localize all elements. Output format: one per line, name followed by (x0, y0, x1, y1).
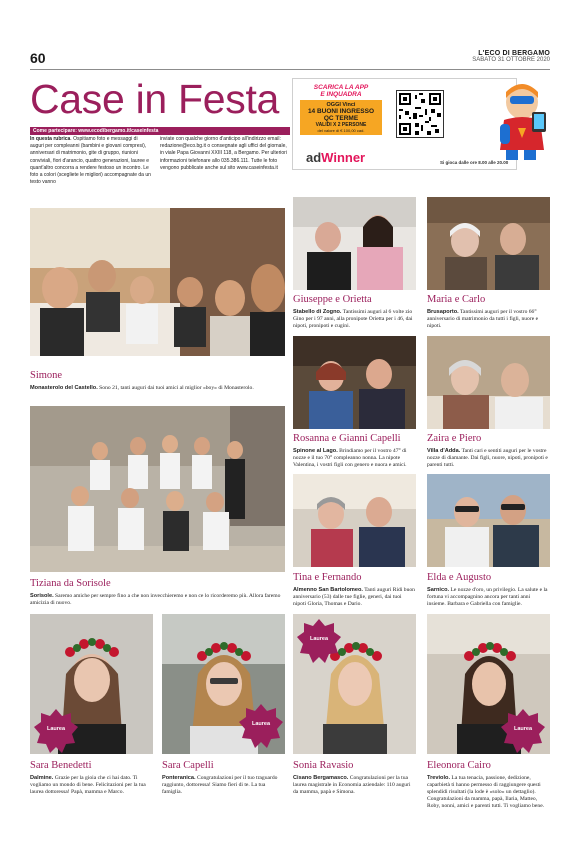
entry-caption (162, 775, 285, 796)
ad-offer (300, 84, 382, 142)
intro-column-2: inviate con qualche giorno d'anticipo all'indirizzo email: redazione@eco.bg.it o consegnate agli uffici del giornale, in viale Papa Giovanni XXIII 118, a Bergamo. Per ulteriori informazioni telefonare allo 035.386.111. Tutte le foto vengono pubblicate anche sul sito www.caseinfesta.it (160, 136, 287, 171)
entry-caption (293, 309, 416, 330)
entry-name: Maria e Carlo (427, 294, 486, 305)
entry-name: Rosanna e Gianni Capelli (293, 433, 401, 444)
laurea-badge (296, 618, 342, 664)
laurea-badge (33, 708, 79, 754)
intro-heading[interactable]: Come partecipare: www.ecodibergamo.it/caseinfesta (30, 127, 290, 135)
entry-text: La tua tenacia, passione, dedizione, caparbietà ti hanno permesso di raggiungere questi splendidi risultati (la lode è «solo» un dettaglio). Congratulazioni da mamma, papà, Ilaria, Matteo, Roby, nonni, amici e parenti tutti. Ti vogliamo bene. (427, 775, 545, 809)
entry-text: Le nozze d'oro, un privilegio. La salute e la fortuna vi accompagnino ancora per tanti anni insieme. Barbara e Gabriella con famiglie. (427, 587, 548, 607)
entry-place: Spinone al Lago. (293, 448, 338, 454)
photo-maria-carlo (427, 197, 550, 290)
entry-text: Tanti cari e sentiti auguri per le vostre nozze di diamante. Dai figli, nuore, nipoti, pronipoti e parenti tutti. (427, 448, 548, 468)
ad-venue: QC TERME (323, 115, 359, 122)
entry-text: Congratulazioni per il tuo traguardo raggiunto, dottoressa! Siamo fieri di te. La tua famiglia. (162, 775, 278, 795)
intro-text-1: . Ospitiamo foto e messaggi di auguri per compleanni (bambini e giovani compresi), anniversari di matrimonio, gite di gruppo, riunioni conviviali, fiori d'arancio, quattro generazioni, lauree e quant'altro concorra a rendere festoso un incontro. Le foto a colori (scegliete le migliori) accompagnate da un testo vanno (30, 136, 151, 186)
photo-simone (30, 208, 285, 356)
laurea-badge (238, 703, 284, 749)
entry-name: Sara Benedetti (30, 760, 92, 771)
entry-caption (293, 775, 416, 796)
entry-text: Tantissimi auguri al 6 volte zio Gino per i 97 anni, alla pronipote Orietta per i 46, dai nipoti, pronipoti e cugini. (293, 309, 413, 329)
page-number: 60 (30, 50, 46, 66)
entry-place: Monasterolo del Castello. (30, 385, 98, 391)
entry-text: Tanti auguri Ridi buon anniversario (53) dalle tue figlie, generi, dai tuoi nipoti Gloria, Thomas e Dario. (293, 587, 415, 607)
photo-giuseppe-orietta (293, 197, 416, 290)
intro-column-1 (30, 136, 152, 186)
photo-rosanna-gianni (293, 336, 416, 429)
entry-place: Villa d'Adda. (427, 448, 461, 454)
entry-place: Stabello di Zogno. (293, 309, 342, 315)
entry-caption (427, 309, 550, 330)
ad-today: OGGI Vinci (326, 102, 356, 108)
entry-place: Sarnico. (427, 587, 450, 593)
ad-brand-a: ad (306, 150, 322, 165)
ad-scan-line: E INQUADRA (320, 91, 362, 98)
photo-tiziana (30, 406, 285, 572)
entry-caption (293, 587, 416, 608)
entry-name: Simone (30, 370, 63, 381)
masthead (472, 50, 550, 63)
entry-text: Congratulazioni per la tua laurea magistrale in Economia aziendale: 110 auguri da mamma, papà e Simona. (293, 775, 411, 795)
entry-name: Giuseppe e Orietta (293, 294, 372, 305)
intro-lead: In questa rubrica (30, 136, 71, 142)
entry-name: Elda e Augusto (427, 572, 492, 583)
entry-caption (30, 385, 280, 392)
entry-place: Cisano Bergamasco. (293, 775, 349, 781)
badge-label: Laurea (251, 721, 271, 727)
entry-text: Tantissimi auguri per il vostro 66° anniversario di matrimonio da tutti i figli, nuore e nipoti. (427, 309, 539, 329)
qr-code-icon[interactable] (396, 90, 444, 138)
section-title: Case in Festa (30, 76, 280, 122)
ad-valid: VALIDI X 2 PERSONE (315, 122, 367, 128)
entry-place: Ponteranica. (162, 775, 196, 781)
photo-elda-augusto (427, 474, 550, 567)
entry-place: Dalmine. (30, 775, 54, 781)
entry-text: Saremo amiche per sempre fino a che non invecchieremo e non ce lo ricorderemo più. Allora faremo amicizia di nuovo. (30, 593, 281, 606)
ad-footer: Si gioca dalle ore 8.00 alle 20.00 (440, 160, 509, 165)
entry-caption (293, 448, 416, 469)
entry-name: Tina e Fernando (293, 572, 362, 583)
photo-zaira-piero (427, 336, 550, 429)
badge-label: Laurea (309, 636, 329, 642)
entry-caption (30, 775, 153, 796)
entry-place: Almenno San Bartolomeo. (293, 587, 363, 593)
entry-name: Eleonora Cairo (427, 760, 491, 771)
ad-brand-b: Winner (321, 150, 366, 165)
entry-name: Sonia Ravasio (293, 760, 354, 771)
adwinner-logo (306, 150, 365, 165)
badge-label: Laurea (46, 726, 66, 732)
entry-place: Brusaporto. (427, 309, 459, 315)
entry-place: Sorisole. (30, 593, 54, 599)
entry-text: Brindiamo per il vostro 47° di nozze e il tuo 70° compleanno nonna. La nipote Valentina, i vostri figli con genero e nuora e amici. (293, 448, 407, 468)
advertisement[interactable] (292, 78, 550, 170)
entry-name: Sara Capelli (162, 760, 214, 771)
badge-label: Laurea (513, 726, 533, 732)
ad-value: del valore di € 100,00 cad. (317, 128, 365, 133)
entry-caption (427, 775, 550, 810)
entry-name: Zaira e Piero (427, 433, 482, 444)
entry-text: Sono 21, tanti auguri dai tuoi amici al miglior «boy» di Monasterolo. (99, 385, 254, 391)
ad-tickets: 14 BUONI INGRESSO (307, 108, 375, 115)
mascot-icon (492, 80, 550, 162)
ad-offer-box (300, 100, 382, 135)
laurea-badge (500, 708, 546, 754)
entry-caption (427, 448, 550, 469)
entry-caption (30, 593, 285, 607)
entry-text: Grazie per la gioia che ci hai dato. Ti vogliamo un mondo di bene. Felicitazioni per la tua laurea dottoressa! Papà, mamma e Marco. (30, 775, 146, 795)
ad-download-line: SCARICA LA APP (313, 84, 369, 91)
entry-place: Treviolo. (427, 775, 451, 781)
publication-name: L'ECO DI BERGAMO (478, 50, 550, 57)
entry-name: Tiziana da Sorisole (30, 578, 111, 589)
entry-caption (427, 587, 550, 608)
header-rule (30, 69, 550, 70)
photo-tina-fernando (293, 474, 416, 567)
issue-date: SABATO 31 OTTOBRE 2020 (472, 57, 550, 63)
